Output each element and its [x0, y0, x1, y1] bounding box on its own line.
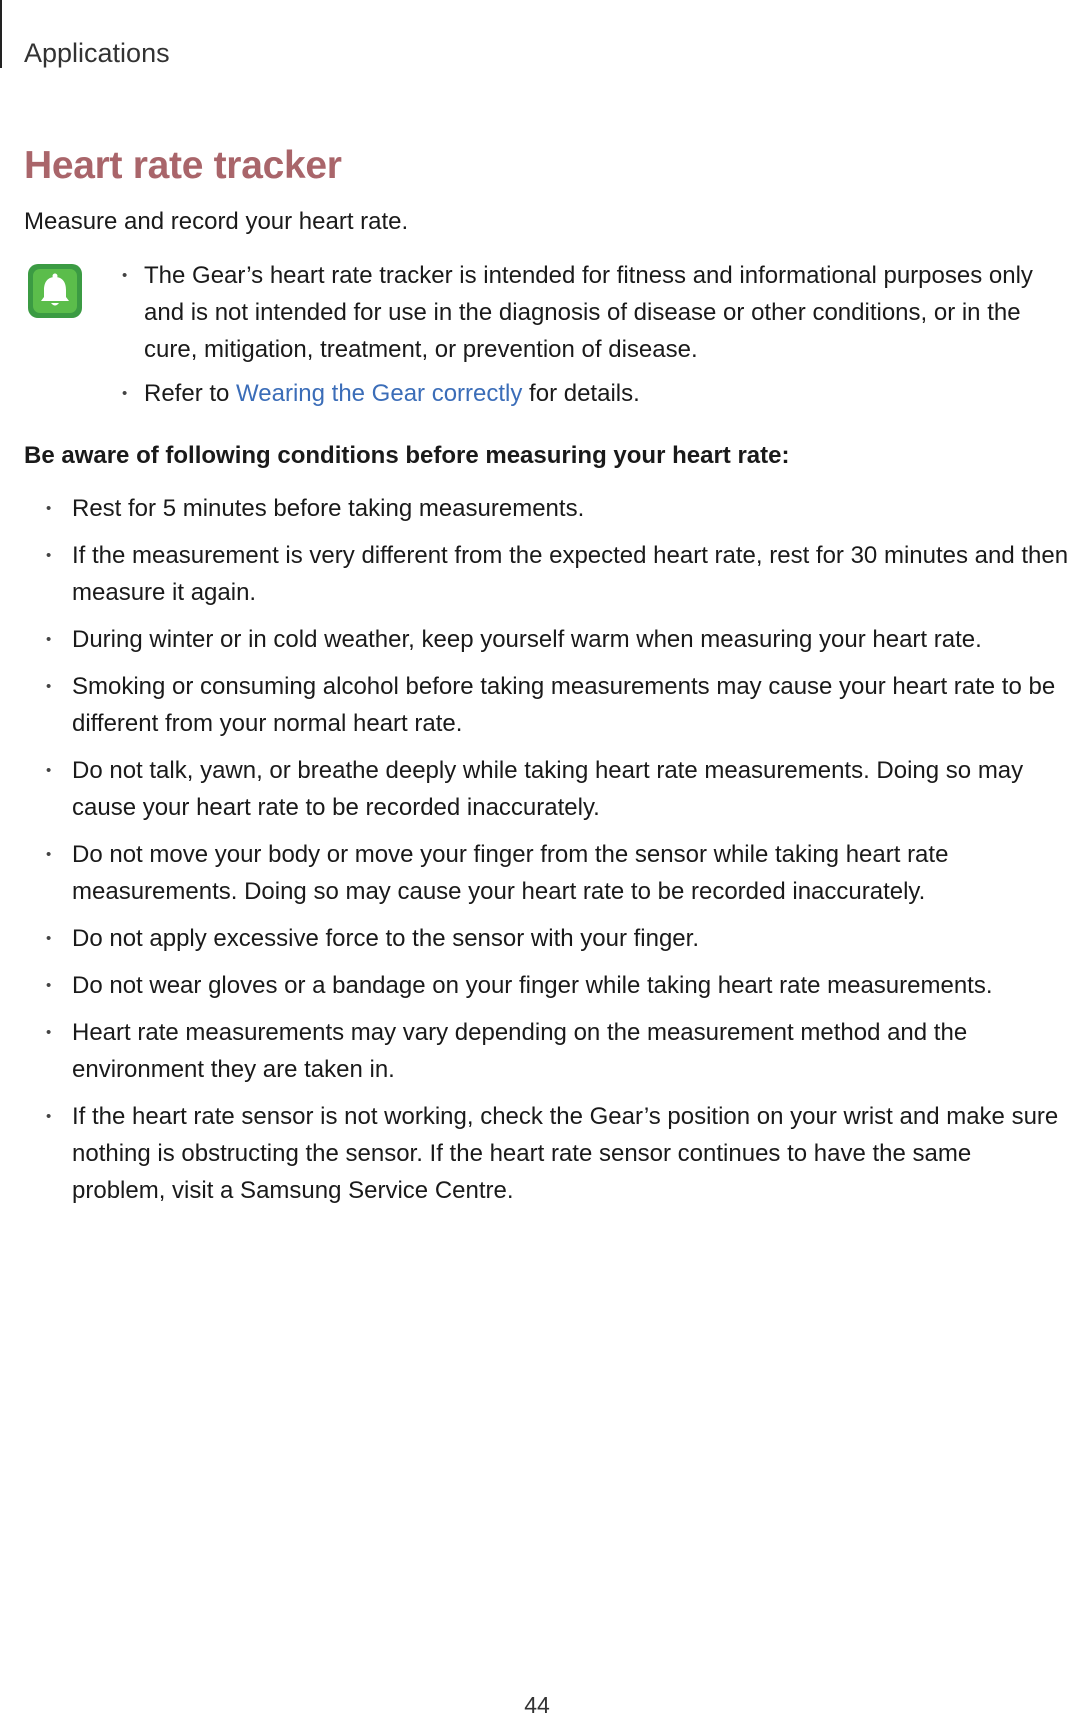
- note-suffix: for details.: [522, 380, 640, 407]
- list-item: • During winter or in cold weather, keep yourself warm when measuring your heart rate.: [46, 621, 1070, 658]
- note-item: [118, 375, 1063, 412]
- intro-text: Measure and record your heart rate.: [24, 208, 409, 235]
- list-item: • Do not move your body or move your finger from the sensor while taking heart rate measurements. Doing so may cause your heart rate to be recorded inaccurately.: [46, 836, 1070, 910]
- note-prefix: Refer to: [144, 380, 237, 407]
- list-item: • If the heart rate sensor is not working, check the Gear’s position on your wrist and make sure nothing is obstructing the sensor. If the heart rate sensor continues to have the same problem, visit a Samsung Service Centre.: [46, 1098, 1070, 1209]
- list-item: • Do not apply excessive force to the sensor with your finger.: [46, 920, 1070, 957]
- section-title: Applications: [24, 38, 170, 68]
- list-item: • Do not wear gloves or a bandage on your finger while taking heart rate measurements.: [46, 967, 1070, 1004]
- wearing-gear-link[interactable]: Wearing the Gear correctly: [236, 380, 523, 407]
- note-text: The Gear’s heart rate tracker is intended for fitness and informational purposes only and is not intended for use in the diagnosis of disease or other conditions, or in the cure, mitigation, treatment, or prevention of disease.: [144, 262, 1033, 363]
- note-item: [118, 257, 1063, 368]
- list-item: • If the measurement is very different from the expected heart rate, rest for 30 minutes and then measure it again.: [46, 537, 1070, 611]
- list-item: • Heart rate measurements may vary depending on the measurement method and the environment they are taken in.: [46, 1014, 1070, 1088]
- list-item: • Smoking or consuming alcohol before taking measurements may cause your heart rate to be different from your normal heart rate.: [46, 668, 1070, 742]
- conditions-heading: Be aware of following conditions before measuring your heart rate:: [24, 442, 790, 469]
- conditions-list: [46, 490, 1070, 1219]
- page-number: 44: [524, 1692, 550, 1718]
- list-item: • Do not talk, yawn, or breathe deeply while taking heart rate measurements. Doing so may cause your heart rate to be recorded inaccurately.: [46, 752, 1070, 826]
- page-corner-line: [0, 0, 2, 68]
- note-list: [118, 257, 1063, 419]
- list-item: • Rest for 5 minutes before taking measurements.: [46, 490, 1070, 527]
- bell-icon: [28, 264, 82, 318]
- page-heading: Heart rate tracker: [24, 144, 342, 187]
